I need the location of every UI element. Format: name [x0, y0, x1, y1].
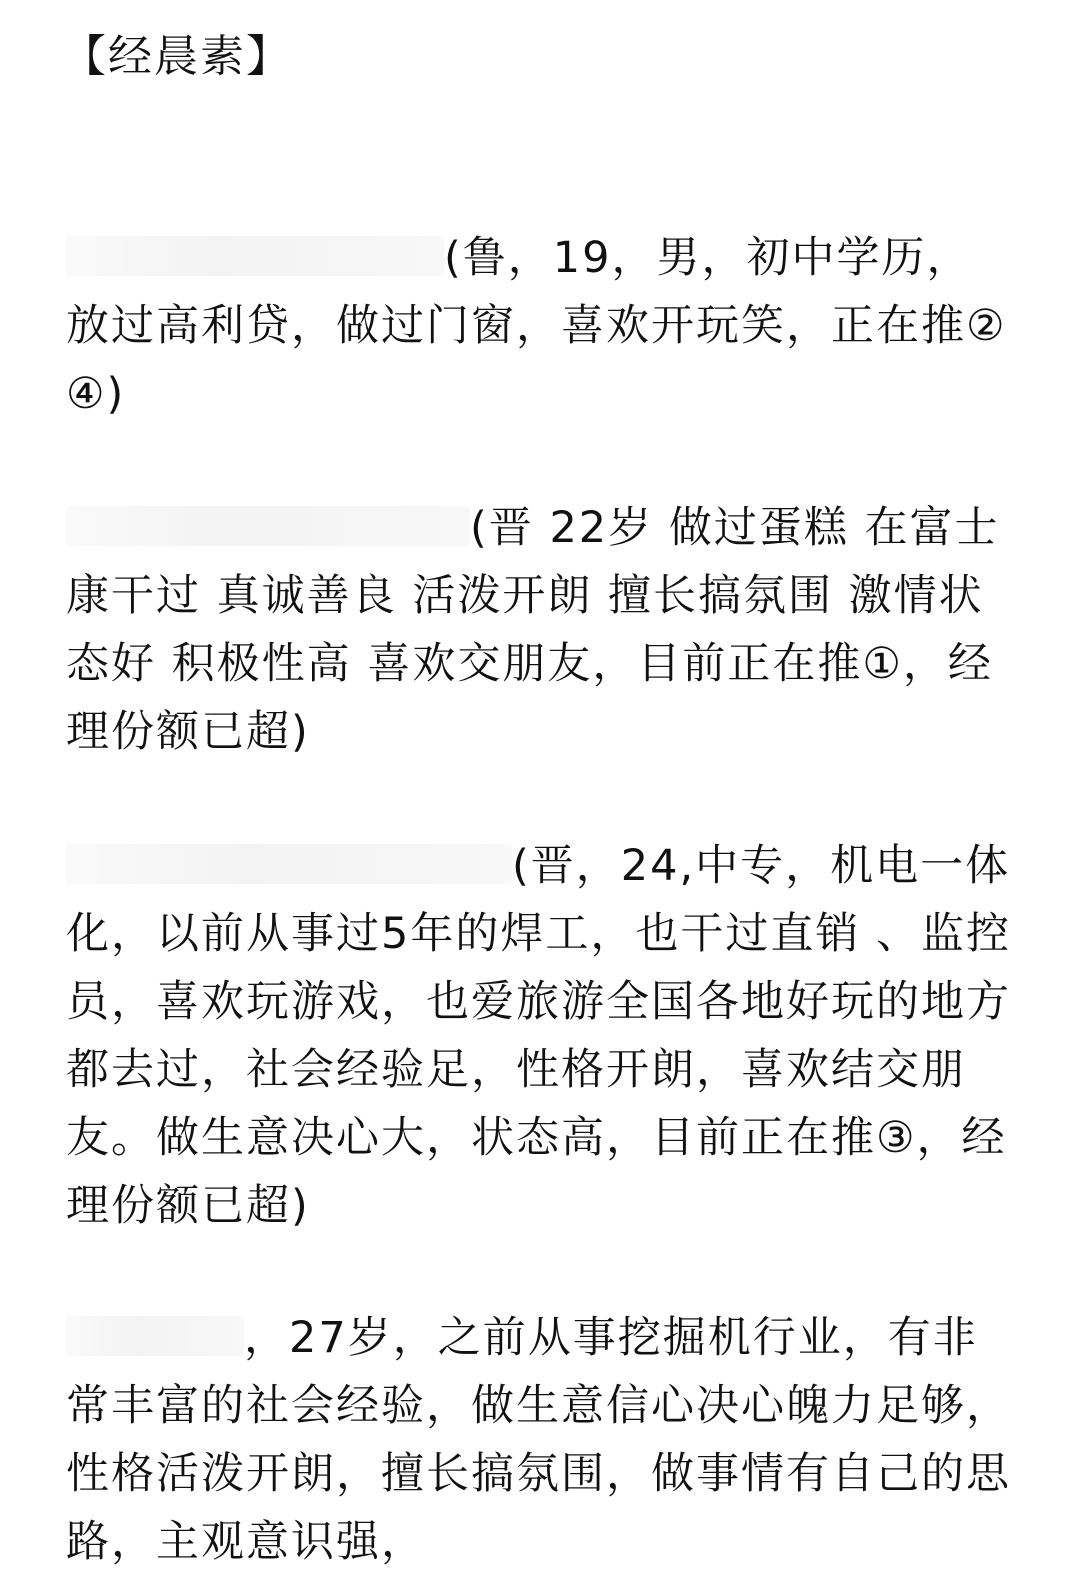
- profile-text: (晋 22岁 做过蛋糕 在富士康干过 真诚善良 活泼开朗 擅长搞氛围 激情状态好 积极性高 喜欢交朋友，目前正在推①，经理份额已超): [66, 503, 1000, 757]
- profile-entry: [66, 494, 1016, 766]
- profile-entry: [66, 1304, 1016, 1576]
- redacted-name: [66, 844, 512, 884]
- redacted-name: [66, 1316, 244, 1356]
- profile-text: ，27岁，之前从事挖掘机行业，有非常丰富的社会经验，做生意信心决心魄力足够，性格活泼开朗，擅长搞氛围，做事情有自己的思路，主观意识强，: [66, 1313, 1011, 1567]
- redacted-name: [66, 236, 444, 276]
- redacted-name: [66, 506, 470, 546]
- profile-text: (鲁，19，男，初中学历，放过高利贷，做过门窗，喜欢开玩笑，正在推②④): [66, 233, 1007, 419]
- profile-text: (晋，24,中专，机电一体化，以前从事过5年的焊工，也干过直销 、监控员，喜欢玩游戏，也爱旅游全国各地好玩的地方都去过，社会经验足，性格开朗，喜欢结交朋友。做生意决心大，状态高，目前正在推③，经理份额已超): [66, 841, 1012, 1231]
- profile-entry: [66, 224, 1016, 428]
- profile-entry: [66, 832, 1016, 1240]
- page-title: 【经晨素】: [62, 31, 292, 82]
